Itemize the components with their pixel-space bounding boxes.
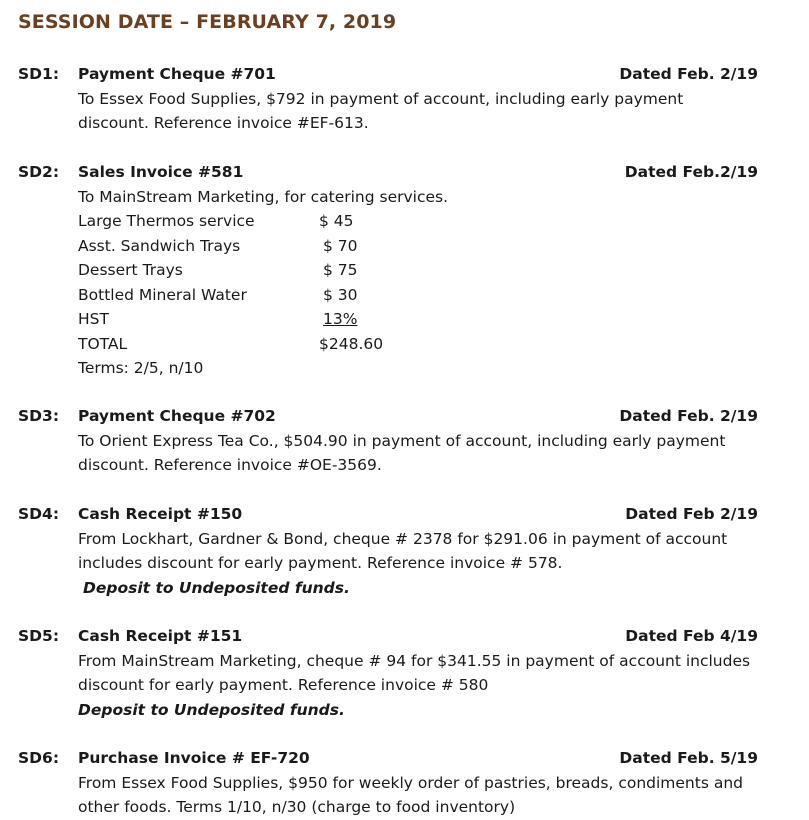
entry-description: From MainStream Marketing, cheque # 94 for $341.55 in payment of account includes discount for early payment. Reference invoice # 580 [78, 651, 751, 694]
entry-document: Cash Receipt #151 [78, 627, 243, 645]
invoice-item [78, 209, 758, 234]
item-label: Large Thermos service [78, 212, 255, 230]
deposit-note: Deposit to Undeposited funds. [83, 578, 350, 597]
invoice-item [78, 234, 758, 259]
entry-date: Dated Feb 2/19 [625, 505, 758, 523]
entry-document: Purchase Invoice # EF-720 [78, 749, 310, 767]
entry-header [18, 624, 758, 649]
entry-header [18, 746, 758, 771]
item-amount: $ 45 [319, 212, 354, 230]
invoice-item [78, 258, 758, 283]
entry-description: To MainStream Marketing, for catering services. [78, 187, 449, 206]
entry-description: To Orient Express Tea Co., $504.90 in payment of account, including early payment discount. Reference invoice #OE-3569. [78, 431, 726, 474]
item-amount: $ 30 [323, 285, 358, 304]
entry-date: Dated Feb 4/19 [625, 627, 758, 645]
entry-code: SD1: [18, 65, 60, 83]
entry-date: Dated Feb. 2/19 [619, 65, 758, 83]
deposit-note: Deposit to Undeposited funds. [78, 700, 345, 719]
entry-sd4 [18, 502, 758, 600]
entry-header [18, 502, 758, 527]
entry-code: SD3: [18, 407, 60, 425]
entry-document: Payment Cheque #701 [78, 65, 276, 83]
entry-header [18, 160, 758, 185]
item-amount: $248.60 [319, 334, 384, 353]
item-amount: $ 75 [323, 261, 358, 279]
session-title: SESSION DATE – FEBRUARY 7, 2019 [18, 11, 397, 33]
entry-date: Dated Feb.2/19 [624, 163, 758, 181]
item-label: TOTAL [78, 334, 128, 353]
item-label: Dessert Trays [78, 261, 183, 279]
item-amount: $ 70 [323, 236, 358, 255]
entry-header [18, 62, 758, 87]
entry-date: Dated Feb. 2/19 [619, 407, 758, 425]
entry-sd2 [18, 160, 758, 381]
entry-code: SD5: [18, 627, 60, 645]
entry-date: Dated Feb. 5/19 [619, 749, 758, 767]
entry-description: From Lockhart, Gardner & Bond, cheque # 2378 for $291.06 in payment of account includes discount for early payment. Reference invoice # 578. [78, 529, 728, 572]
item-label: Asst. Sandwich Trays [78, 236, 241, 255]
invoice-item [78, 307, 758, 332]
entry-description: From Essex Food Supplies, $950 for weekly order of pastries, breads, condiments and other foods. Terms 1/10, n/30 (charge to food inventory) [78, 773, 744, 816]
entry-document: Payment Cheque #702 [78, 407, 276, 425]
entry-sd6 [18, 746, 758, 820]
entry-sd3 [18, 404, 758, 478]
entry-header [18, 404, 758, 429]
item-label: HST [78, 310, 109, 328]
invoice-item [78, 332, 758, 357]
entry-sd1 [18, 62, 758, 136]
invoice-items [78, 209, 758, 356]
invoice-item [78, 283, 758, 308]
entry-description: To Essex Food Supplies, $792 in payment of account, including early payment discount. Reference invoice #EF-613. [78, 89, 684, 132]
entry-document: Cash Receipt #150 [78, 505, 243, 523]
entry-terms: Terms: 2/5, n/10 [78, 359, 204, 377]
entry-sd5 [18, 624, 758, 722]
entry-code: SD2: [18, 163, 60, 181]
entry-document: Sales Invoice #581 [78, 163, 244, 181]
item-label: Bottled Mineral Water [78, 285, 247, 304]
entry-code: SD4: [18, 505, 60, 523]
item-amount: 13% [323, 310, 358, 328]
entry-code: SD6: [18, 749, 60, 767]
